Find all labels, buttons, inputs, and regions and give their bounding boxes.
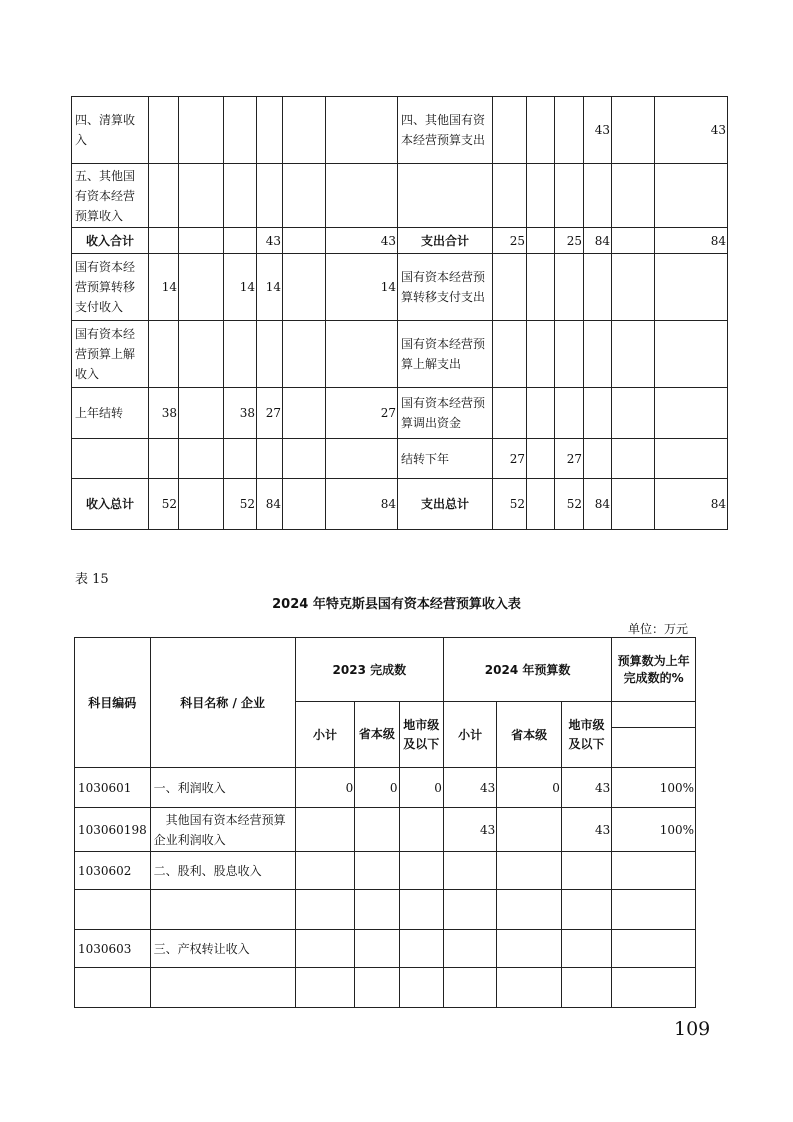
income-value-cell: 43 [257, 228, 283, 254]
revenue-value-cell [399, 808, 443, 852]
expenditure-value-cell [655, 254, 728, 321]
revenue-value-cell [497, 808, 562, 852]
expenditure-value-cell [493, 97, 527, 164]
expenditure-item-label: 四、其他国有资本经营预算支出 [398, 97, 493, 164]
income-value-cell [257, 321, 283, 388]
income-value-cell: 52 [149, 479, 179, 530]
state-capital-revenue-table [74, 637, 696, 1008]
subject-name-cell: 其他国有资本经营预算企业利润收入 [150, 808, 295, 852]
revenue-value-cell [443, 968, 496, 1008]
revenue-value-cell [355, 852, 399, 890]
header-provincial-2024: 省本级 [497, 702, 562, 768]
revenue-value-cell: 0 [355, 768, 399, 808]
expenditure-value-cell [527, 228, 555, 254]
expenditure-value-cell [527, 254, 555, 321]
expenditure-value-cell [655, 439, 728, 479]
revenue-table-body [75, 768, 696, 1008]
revenue-value-cell [399, 968, 443, 1008]
subject-code-cell: 103060198 [75, 808, 151, 852]
subject-name-cell: 二、股利、股息收入 [150, 852, 295, 890]
revenue-table-row [75, 930, 696, 968]
expenditure-item-label: 国有资本经营预算调出资金 [398, 388, 493, 439]
expenditure-value-cell: 84 [584, 228, 612, 254]
revenue-value-cell [295, 808, 354, 852]
expenditure-value-cell [612, 388, 655, 439]
header-name: 科目名称 / 企业 [150, 638, 295, 768]
balance-table-row [72, 439, 728, 479]
income-item-label: 五、其他国有资本经营预算收入 [72, 164, 149, 228]
expenditure-item-label [398, 164, 493, 228]
income-value-cell [283, 321, 326, 388]
expenditure-value-cell [612, 439, 655, 479]
balance-table-row [72, 388, 728, 439]
expenditure-value-cell [527, 97, 555, 164]
header-ratio-blank [612, 702, 696, 728]
expenditure-item-label: 支出总计 [398, 479, 493, 530]
expenditure-value-cell [612, 254, 655, 321]
income-value-cell [224, 228, 257, 254]
income-value-cell [179, 228, 224, 254]
expenditure-item-label: 国有资本经营预算上解支出 [398, 321, 493, 388]
income-value-cell [149, 321, 179, 388]
subject-name-cell [150, 968, 295, 1008]
income-value-cell [179, 97, 224, 164]
income-value-cell [149, 439, 179, 479]
income-value-cell [179, 439, 224, 479]
expenditure-value-cell [555, 97, 584, 164]
expenditure-value-cell [584, 321, 612, 388]
expenditure-value-cell: 27 [555, 439, 584, 479]
header-subtotal-2024: 小计 [443, 702, 496, 768]
expenditure-value-cell: 84 [584, 479, 612, 530]
expenditure-value-cell [555, 388, 584, 439]
subject-code-cell: 1030603 [75, 930, 151, 968]
header-provincial-2023: 省本级 [355, 702, 399, 768]
balance-table-row [72, 97, 728, 164]
revenue-value-cell [497, 890, 562, 930]
expenditure-value-cell: 52 [555, 479, 584, 530]
balance-table-row [72, 254, 728, 321]
income-value-cell [283, 228, 326, 254]
income-value-cell: 52 [224, 479, 257, 530]
expenditure-value-cell: 25 [555, 228, 584, 254]
income-value-cell [283, 254, 326, 321]
revenue-value-cell: 43 [443, 808, 496, 852]
subject-name-cell: 一、利润收入 [150, 768, 295, 808]
expenditure-value-cell [555, 321, 584, 388]
revenue-value-cell [561, 890, 611, 930]
expenditure-value-cell [612, 479, 655, 530]
revenue-table-header [75, 638, 696, 768]
revenue-value-cell [355, 808, 399, 852]
expenditure-item-label: 国有资本经营预算转移支付支出 [398, 254, 493, 321]
expenditure-value-cell [527, 164, 555, 228]
header-completed-2023: 2023 完成数 [295, 638, 443, 702]
income-value-cell [179, 254, 224, 321]
revenue-value-cell [295, 968, 354, 1008]
subject-name-cell [150, 890, 295, 930]
income-value-cell: 84 [326, 479, 398, 530]
income-item-label: 四、清算收入 [72, 97, 149, 164]
revenue-value-cell: 100% [612, 808, 696, 852]
subject-code-cell: 1030602 [75, 852, 151, 890]
income-value-cell [257, 439, 283, 479]
income-value-cell: 14 [326, 254, 398, 321]
income-value-cell [283, 97, 326, 164]
expenditure-value-cell [612, 97, 655, 164]
revenue-value-cell: 0 [497, 768, 562, 808]
income-item-label: 国有资本经营预算上解收入 [72, 321, 149, 388]
revenue-value-cell [561, 930, 611, 968]
expenditure-value-cell: 84 [655, 479, 728, 530]
revenue-value-cell [612, 852, 696, 890]
income-value-cell [283, 479, 326, 530]
income-value-cell: 14 [149, 254, 179, 321]
revenue-value-cell [561, 852, 611, 890]
revenue-value-cell: 43 [561, 768, 611, 808]
revenue-value-cell [612, 930, 696, 968]
revenue-value-cell [443, 852, 496, 890]
income-value-cell: 38 [149, 388, 179, 439]
expenditure-value-cell [584, 439, 612, 479]
subject-name-cell: 三、产权转让收入 [150, 930, 295, 968]
balance-table-row [72, 164, 728, 228]
income-value-cell: 84 [257, 479, 283, 530]
revenue-table-row [75, 852, 696, 890]
balance-table-row [72, 228, 728, 254]
expenditure-value-cell [612, 164, 655, 228]
income-value-cell: 38 [224, 388, 257, 439]
revenue-table-row [75, 890, 696, 930]
header-budget-2024: 2024 年预算数 [443, 638, 611, 702]
income-value-cell [149, 164, 179, 228]
expenditure-value-cell [555, 164, 584, 228]
expenditure-value-cell [612, 228, 655, 254]
expenditure-value-cell [655, 164, 728, 228]
expenditure-item-label: 支出合计 [398, 228, 493, 254]
expenditure-item-label: 结转下年 [398, 439, 493, 479]
income-value-cell [283, 388, 326, 439]
table-label: 表 15 [75, 572, 109, 587]
revenue-expenditure-balance-table [71, 96, 728, 530]
expenditure-value-cell [527, 439, 555, 479]
income-value-cell: 27 [326, 388, 398, 439]
expenditure-value-cell [527, 479, 555, 530]
balance-table-row [72, 479, 728, 530]
revenue-value-cell [497, 968, 562, 1008]
revenue-value-cell: 0 [399, 768, 443, 808]
income-value-cell: 14 [224, 254, 257, 321]
income-value-cell [283, 439, 326, 479]
revenue-value-cell [399, 930, 443, 968]
subject-code-cell [75, 968, 151, 1008]
expenditure-value-cell [655, 321, 728, 388]
expenditure-value-cell: 27 [493, 439, 527, 479]
balance-table-body [72, 97, 728, 530]
revenue-value-cell [355, 930, 399, 968]
header-ratio-blank-2 [612, 728, 696, 768]
revenue-value-cell [295, 852, 354, 890]
expenditure-value-cell [493, 321, 527, 388]
income-value-cell: 14 [257, 254, 283, 321]
revenue-value-cell [355, 968, 399, 1008]
header-subtotal-2023: 小计 [295, 702, 354, 768]
revenue-value-cell [399, 852, 443, 890]
subject-code-cell [75, 890, 151, 930]
expenditure-value-cell [584, 254, 612, 321]
revenue-value-cell [497, 930, 562, 968]
income-value-cell [179, 388, 224, 439]
expenditure-value-cell [555, 254, 584, 321]
revenue-value-cell: 0 [295, 768, 354, 808]
income-value-cell [224, 439, 257, 479]
revenue-value-cell [443, 890, 496, 930]
income-item-label [72, 439, 149, 479]
income-value-cell [179, 479, 224, 530]
income-value-cell [224, 97, 257, 164]
income-value-cell [179, 164, 224, 228]
income-value-cell [149, 97, 179, 164]
revenue-value-cell [295, 890, 354, 930]
revenue-table-row [75, 768, 696, 808]
income-value-cell: 27 [257, 388, 283, 439]
revenue-table-row [75, 808, 696, 852]
revenue-value-cell [399, 890, 443, 930]
expenditure-value-cell: 52 [493, 479, 527, 530]
expenditure-value-cell [493, 164, 527, 228]
header-code: 科目编码 [75, 638, 151, 768]
revenue-value-cell [612, 968, 696, 1008]
income-value-cell [326, 97, 398, 164]
income-value-cell [224, 164, 257, 228]
expenditure-value-cell: 84 [655, 228, 728, 254]
income-item-label: 收入合计 [72, 228, 149, 254]
revenue-value-cell [497, 852, 562, 890]
income-item-label: 上年结转 [72, 388, 149, 439]
expenditure-value-cell [493, 388, 527, 439]
revenue-value-cell [561, 968, 611, 1008]
page-number: 109 [674, 1018, 711, 1040]
unit-note: 单位：万元 [628, 622, 689, 636]
expenditure-value-cell [655, 388, 728, 439]
income-value-cell [326, 439, 398, 479]
income-value-cell [224, 321, 257, 388]
revenue-value-cell: 100% [612, 768, 696, 808]
revenue-value-cell: 43 [561, 808, 611, 852]
header-ratio: 预算数为上年完成数的% [612, 638, 696, 702]
expenditure-value-cell: 25 [493, 228, 527, 254]
expenditure-value-cell [527, 388, 555, 439]
revenue-value-cell [295, 930, 354, 968]
income-value-cell [283, 164, 326, 228]
income-value-cell [149, 228, 179, 254]
expenditure-value-cell: 43 [655, 97, 728, 164]
subject-code-cell: 1030601 [75, 768, 151, 808]
revenue-value-cell [355, 890, 399, 930]
header-city-below-2024: 地市级及以下 [561, 702, 611, 768]
income-value-cell: 43 [326, 228, 398, 254]
expenditure-value-cell [584, 164, 612, 228]
balance-table-row [72, 321, 728, 388]
revenue-value-cell: 43 [443, 768, 496, 808]
expenditure-value-cell [612, 321, 655, 388]
income-value-cell [326, 321, 398, 388]
income-item-label: 国有资本经营预算转移支付收入 [72, 254, 149, 321]
document-title: 2024 年特克斯县国有资本经营预算收入表 [272, 597, 521, 612]
income-value-cell [257, 164, 283, 228]
header-city-below-2023: 地市级及以下 [399, 702, 443, 768]
income-value-cell [326, 164, 398, 228]
revenue-value-cell [443, 930, 496, 968]
income-value-cell [179, 321, 224, 388]
expenditure-value-cell: 43 [584, 97, 612, 164]
income-item-label: 收入总计 [72, 479, 149, 530]
income-value-cell [257, 97, 283, 164]
revenue-value-cell [612, 890, 696, 930]
expenditure-value-cell [493, 254, 527, 321]
revenue-table-row [75, 968, 696, 1008]
expenditure-value-cell [527, 321, 555, 388]
expenditure-value-cell [584, 388, 612, 439]
